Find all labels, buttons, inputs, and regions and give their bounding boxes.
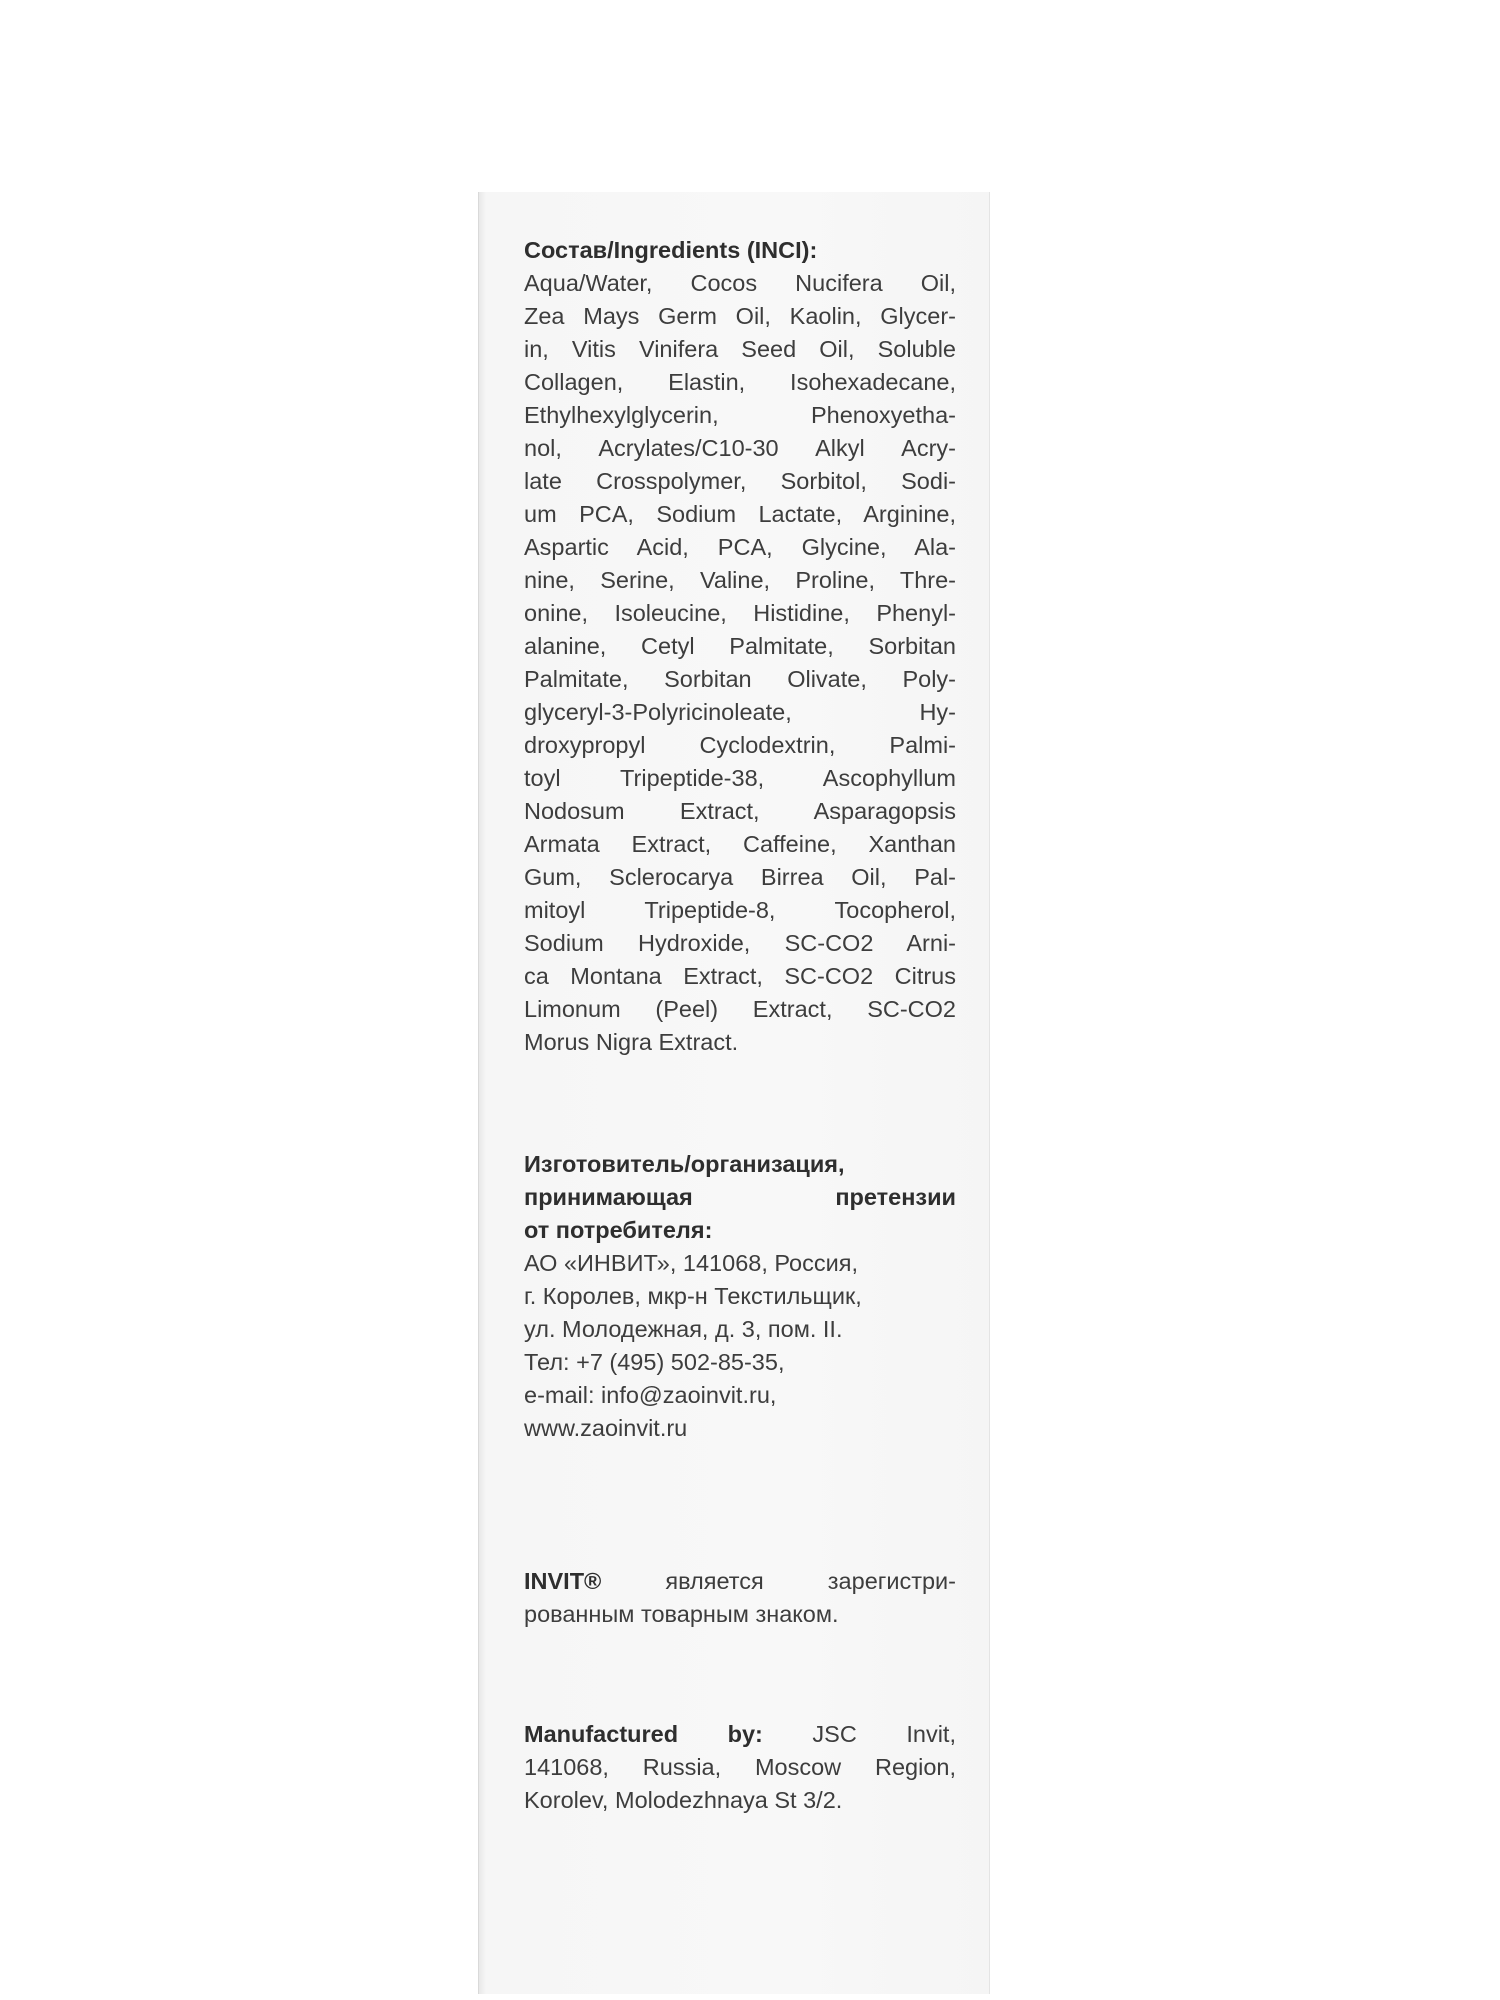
trademark-line-1	[524, 1565, 956, 1598]
manufacturer-line: ул. Молодежная, д. 3, пом. II.	[524, 1316, 843, 1342]
manufacturer-line: г. Королев, мкр-н Текстильщик,	[524, 1283, 862, 1309]
manufacturer-line: АО «ИНВИТ», 141068, Россия,	[524, 1250, 858, 1276]
ingredients-line: droxypropyl Cyclodextrin, Palmi-	[524, 732, 956, 758]
manufactured-by-line-2: 141068, Russia, Moscow Region,	[524, 1754, 956, 1780]
ingredients-line: Gum, Sclerocarya Birrea Oil, Pal-	[524, 864, 956, 890]
manufacturer-line: Изготовитель/организация,	[524, 1151, 845, 1177]
ingredients-line: Collagen, Elastin, Isohexadecane,	[524, 369, 956, 395]
trademark-line-2: рованным товарным знаком.	[524, 1601, 839, 1627]
ingredients-line: nol, Acrylates/C10-30 Alkyl Acry-	[524, 435, 956, 461]
manufacturer-heading	[524, 1148, 956, 1247]
manufactured-by-line-3: Korolev, Molodezhnaya St 3/2.	[524, 1787, 843, 1813]
ingredients-line: ca Montana Extract, SC-CO2 Citrus	[524, 963, 956, 989]
ingredients-line: in, Vitis Vinifera Seed Oil, Soluble	[524, 336, 956, 362]
manufactured-by-company: JSC Invit,	[762, 1721, 956, 1747]
manufacturer-line: www.zaoinvit.ru	[524, 1415, 688, 1441]
ingredients-line: Ethylhexylglycerin, Phenoxyetha-	[524, 402, 956, 428]
ingredients-line: Aqua/Water, Cocos Nucifera Oil,	[524, 270, 956, 296]
ingredients-line: Zea Mays Germ Oil, Kaolin, Glycer-	[524, 303, 956, 329]
ingredients-line: Palmitate, Sorbitan Olivate, Poly-	[524, 666, 956, 692]
ingredients-line: alanine, Cetyl Palmitate, Sorbitan	[524, 633, 956, 659]
trademark-notice	[524, 1565, 956, 1631]
manufacturer-address	[524, 1247, 956, 1445]
ingredients-line: glyceryl-3-Polyricinoleate, Hy-	[524, 699, 956, 725]
ingredients-line: toyl Tripeptide-38, Ascophyllum	[524, 765, 956, 791]
ingredients-heading: Состав/Ingredients (INCI):	[524, 237, 818, 263]
manufacturer-line: e-mail: info@zaoinvit.ru,	[524, 1382, 777, 1408]
manufacturer-section	[524, 1148, 956, 1445]
ingredients-line: Armata Extract, Caffeine, Xanthan	[524, 831, 956, 857]
manufactured-by-label: Manufactured by:	[524, 1721, 763, 1747]
manufacturer-line: от потребителя:	[524, 1217, 713, 1243]
ingredients-list	[524, 267, 956, 1059]
ingredients-line: um PCA, Sodium Lactate, Arginine,	[524, 501, 956, 527]
brand-name: INVIT®	[524, 1568, 602, 1594]
ingredients-line: onine, Isoleucine, Histidine, Phenyl-	[524, 600, 956, 626]
manufactured-by-section	[524, 1718, 956, 1817]
manufacturer-line: принимающая претензии	[524, 1184, 956, 1210]
ingredients-line: Limonum (Peel) Extract, SC-CO2	[524, 996, 956, 1022]
ingredients-line: mitoyl Tripeptide-8, Tocopherol,	[524, 897, 956, 923]
ingredients-line: Sodium Hydroxide, SC-CO2 Arni-	[524, 930, 956, 956]
trademark-text: является зарегистри-	[601, 1568, 956, 1594]
manufacturer-line: Тел: +7 (495) 502-85-35,	[524, 1349, 785, 1375]
ingredients-line: nine, Serine, Valine, Proline, Thre-	[524, 567, 956, 593]
ingredients-line: Morus Nigra Extract.	[524, 1029, 739, 1055]
ingredients-line: Nodosum Extract, Asparagopsis	[524, 798, 956, 824]
manufactured-by-line-1	[524, 1718, 956, 1751]
ingredients-section	[524, 234, 956, 1059]
ingredients-line: late Crosspolymer, Sorbitol, Sodi-	[524, 468, 956, 494]
ingredients-line: Aspartic Acid, PCA, Glycine, Ala-	[524, 534, 956, 560]
